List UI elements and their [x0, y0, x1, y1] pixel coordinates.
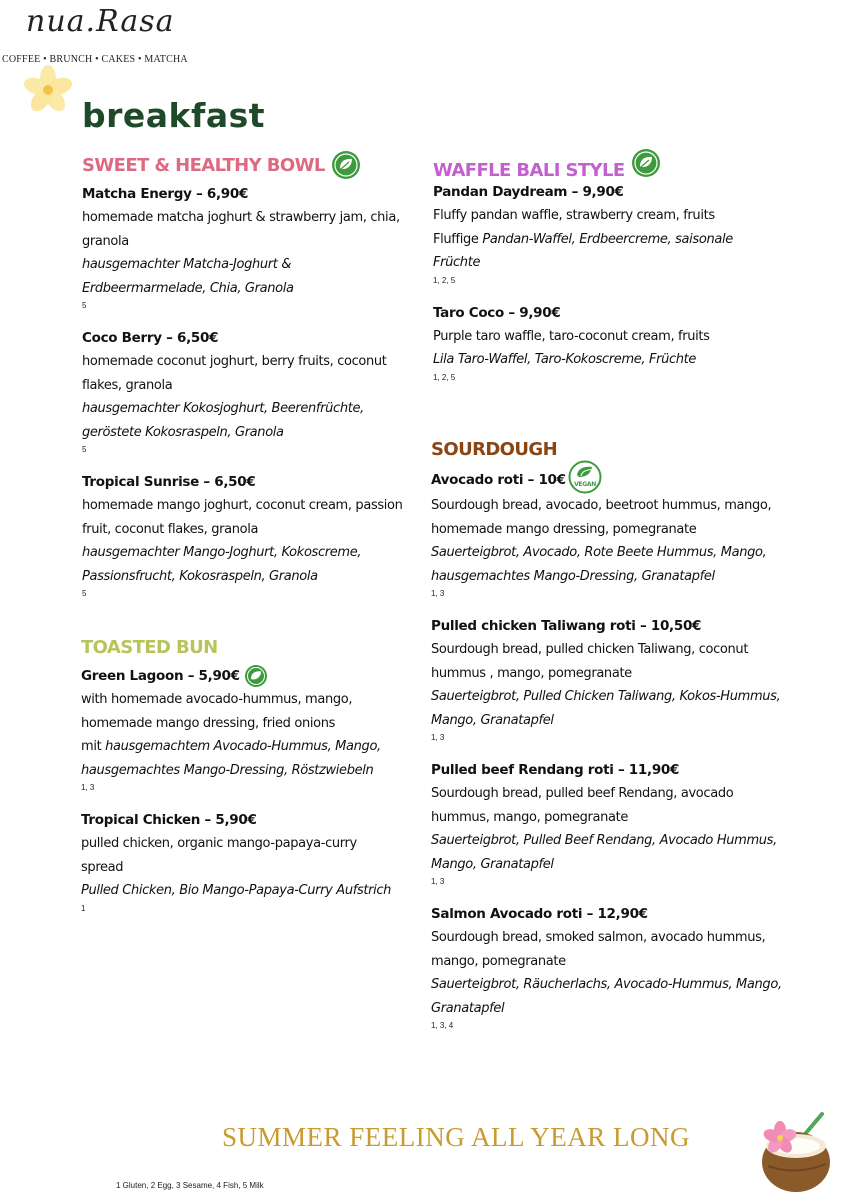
item-description: Sourdough bread, smoked salmon, avocado hummus, mango, pomegranate: [431, 930, 766, 969]
item-description: pulled chicken, organic mango-papaya-curry spread: [81, 836, 357, 875]
footer-slogan: SUMMER FEELING ALL YEAR LONG: [222, 1122, 690, 1152]
item-description-de: hausgemachter Mango-Joghurt, Kokoscreme, Passionsfrucht, Kokosraspeln, Granola: [82, 545, 362, 584]
item-description: Sourdough bread, pulled beef Rendang, avocado hummus, mango, pomegranate: [431, 786, 734, 825]
item-description-de: Sauerteigbrot, Avocado, Rote Beete Hummus, Mango, hausgemachtes Mango-Dressing, Granatapfel: [431, 545, 767, 584]
item-description-de: [433, 228, 778, 275]
section-waffle: [433, 146, 778, 398]
allergen-codes: 5: [82, 301, 87, 310]
item-name: Green Lagoon – 5,90€: [81, 668, 240, 684]
vegan-leaf-icon: [331, 150, 361, 180]
brand-logo: [0, 4, 188, 68]
vegan-badge-label: VEGAN: [573, 481, 596, 488]
coconut-drink-icon: [756, 1110, 836, 1194]
section-bun: [81, 630, 401, 929]
allergen-codes: 1, 3: [431, 877, 445, 886]
section-title: SWEET & HEALTHY BOWL: [82, 154, 325, 176]
item-name: Coco Berry – 6,50€: [82, 330, 219, 346]
allergen-legend: 1 Gluten, 2 Egg, 3 Sesame, 4 Fish, 5 Milk: [116, 1181, 264, 1190]
allergen-codes: 1, 3: [431, 589, 445, 598]
menu-item: [431, 466, 786, 600]
menu-item: [81, 664, 401, 794]
description-text: Pandan-Waffel, Erdbeercreme, saisonale Früchte: [433, 231, 733, 270]
item-name: Taro Coco – 9,90€: [433, 304, 561, 321]
item-name: Pulled chicken Taliwang roti – 10,50€: [431, 618, 702, 634]
section-title: WAFFLE BALI STYLE: [433, 159, 625, 181]
item-description-de: Pulled Chicken, Bio Mango-Papaya-Curry Aufstrich: [81, 883, 392, 898]
item-name: Avocado roti – 10€: [431, 472, 566, 488]
item-description: homemade coconut joghurt, berry fruits, coconut flakes, granola: [82, 354, 387, 393]
item-description-de: hausgemachter Matcha-Joghurt & Erdbeermarmelade, Chia, Granola: [82, 257, 294, 296]
item-description-de: Lila Taro-Waffel, Taro-Kokoscreme, Früchte: [433, 352, 697, 367]
section-header: [433, 146, 778, 180]
item-name: Matcha Energy – 6,90€: [82, 186, 249, 202]
item-description-de: [81, 735, 401, 782]
item-description: Sourdough bread, avocado, beetroot hummus, mango, homemade mango dressing, pomegranate: [431, 498, 772, 537]
item-description: Purple taro waffle, taro-coconut cream, fruits: [433, 328, 710, 344]
menu-item: [431, 902, 786, 1032]
section-title: SOURDOUGH: [431, 438, 558, 460]
description-prefix: Fluffige: [433, 231, 479, 247]
allergen-codes: 1, 3, 4: [431, 1021, 454, 1030]
menu-item: [433, 301, 778, 384]
allergen-codes: 5: [82, 445, 87, 454]
allergen-codes: 1: [81, 903, 86, 913]
item-description: Fluffy pandan waffle, strawberry cream, fruits: [433, 208, 715, 223]
item-name: Tropical Chicken – 5,90€: [81, 812, 257, 828]
vegan-leaf-icon: [244, 664, 268, 688]
menu-item: [81, 808, 401, 915]
item-name-row: [81, 664, 401, 688]
page-title: breakfast: [82, 96, 266, 135]
brand-tagline: COFFEE • BRUNCH • CAKES • MATCHA: [2, 54, 188, 65]
section-title: TOASTED BUN: [81, 636, 218, 658]
menu-item: [433, 180, 778, 287]
item-description-de: hausgemachter Kokosjoghurt, Beerenfrüchte, geröstete Kokosraspeln, Granola: [82, 401, 364, 440]
menu-item: [82, 470, 417, 600]
menu-item: [431, 614, 786, 744]
item-name: Tropical Sunrise – 6,50€: [82, 474, 256, 490]
section-header: [81, 630, 401, 664]
item-description: with homemade avocado-hummus, mango, homemade mango dressing, fried onions: [81, 692, 353, 731]
brand-name: nua.Rasa: [26, 4, 175, 39]
frangipani-flower-icon: [22, 64, 74, 116]
allergen-codes: 1, 3: [431, 733, 445, 742]
description-text: hausgemachtem Avocado-Hummus, Mango, hausgemachtes Mango-Dressing, Röstzwiebeln: [81, 739, 381, 778]
item-name: Pulled beef Rendang roti – 11,90€: [431, 762, 680, 778]
item-description-de: Sauerteigbrot, Räucherlachs, Avocado-Hummus, Mango, Granatapfel: [431, 977, 782, 1016]
section-header: [82, 148, 417, 182]
menu-item: [82, 326, 417, 456]
item-name-row: [431, 466, 786, 494]
item-name: Pandan Daydream – 9,90€: [433, 184, 624, 200]
menu-item: [431, 758, 786, 888]
item-description-de: Sauerteigbrot, Pulled Chicken Taliwang, Kokos-Hummus, Mango, Granatapfel: [431, 689, 781, 728]
allergen-codes: 1, 3: [81, 783, 95, 792]
allergen-codes: 1, 2, 5: [433, 372, 456, 382]
vegan-leaf-icon: [631, 148, 661, 178]
allergen-codes: 1, 2, 5: [433, 275, 456, 285]
section-header: [431, 432, 786, 466]
item-description: homemade matcha joghurt & strawberry jam, chia, granola: [82, 210, 400, 249]
item-description-de: Sauerteigbrot, Pulled Beef Rendang, Avocado Hummus, Mango, Granatapfel: [431, 833, 777, 872]
description-prefix: mit: [81, 739, 102, 754]
section-sourdough: [431, 432, 786, 1046]
item-description: homemade mango joghurt, coconut cream, passion fruit, coconut flakes, granola: [82, 498, 403, 537]
vegan-badge-icon: [568, 460, 602, 494]
section-bowl: [82, 148, 417, 614]
menu-item: [82, 182, 417, 312]
item-name: Salmon Avocado roti – 12,90€: [431, 906, 648, 922]
item-description: Sourdough bread, pulled chicken Taliwang, coconut hummus , mango, pomegranate: [431, 642, 749, 681]
allergen-codes: 5: [82, 589, 87, 598]
